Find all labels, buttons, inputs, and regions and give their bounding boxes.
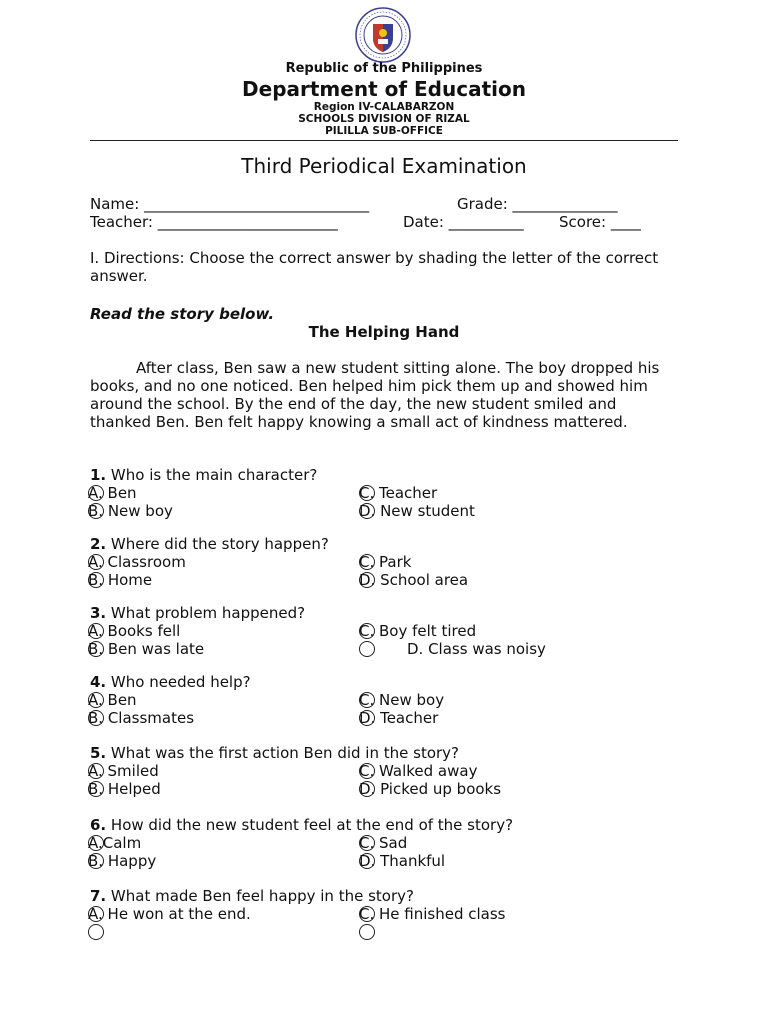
answer-bubble-icon[interactable] bbox=[359, 641, 375, 657]
option-label: B. Ben was late bbox=[88, 640, 205, 658]
option-label: C. Walked away bbox=[359, 762, 478, 780]
grade-field[interactable]: Grade: ______________ bbox=[457, 195, 618, 213]
answer-bubble-icon[interactable] bbox=[88, 924, 104, 940]
question-number: 6. bbox=[90, 816, 107, 834]
question-2 bbox=[90, 535, 329, 553]
option-label: A. Classroom bbox=[88, 553, 186, 571]
question-text: What was the first action Ben did in the story? bbox=[106, 744, 460, 762]
question-7 bbox=[90, 887, 414, 905]
question-1 bbox=[90, 466, 317, 484]
question-5 bbox=[90, 744, 459, 762]
option-label: B. Home bbox=[88, 571, 153, 589]
question-number: 1. bbox=[90, 466, 107, 484]
question-3 bbox=[90, 604, 305, 622]
answer-bubble-icon[interactable] bbox=[359, 924, 375, 940]
question-text: How did the new student feel at the end of the story? bbox=[106, 816, 514, 834]
option-label: C. Teacher bbox=[359, 484, 438, 502]
option-label: A. Ben bbox=[88, 691, 137, 709]
question-text: What made Ben feel happy in the story? bbox=[106, 887, 414, 905]
option-label: A. Smiled bbox=[88, 762, 159, 780]
option-label: C. Boy felt tired bbox=[359, 622, 477, 640]
division-heading: SCHOOLS DIVISION OF RIZAL bbox=[298, 113, 470, 125]
suboffice-heading: PILILLA SUB-OFFICE bbox=[325, 125, 443, 137]
option-label: A. Books fell bbox=[88, 622, 181, 640]
option-label: C. New boy bbox=[359, 691, 445, 709]
option-label: C. Park bbox=[359, 553, 412, 571]
read-story-instruction: Read the story below. bbox=[90, 305, 275, 323]
teacher-field[interactable]: Teacher: ________________________ bbox=[90, 213, 338, 231]
story-passage: After class, Ben saw a new student sitting alone. The boy dropped his books, and no one noticed. Ben helped him pick them up and showed him around the school. By the end of the day, the new student smiled and thanked Ben. Ben felt happy knowing a small act of kindness mattered. bbox=[90, 359, 660, 431]
question-number: 3. bbox=[90, 604, 107, 622]
option-label: B. Happy bbox=[88, 852, 157, 870]
option-label: A. Ben bbox=[88, 484, 137, 502]
name-field[interactable]: Name: ______________________________ bbox=[90, 195, 370, 213]
option-label: C. Sad bbox=[359, 834, 408, 852]
department-heading: Department of Education bbox=[242, 77, 526, 101]
question-4 bbox=[90, 673, 251, 691]
option-label: D. Picked up books bbox=[359, 780, 502, 798]
header-divider bbox=[90, 140, 678, 141]
option-label: A. He won at the end. bbox=[88, 905, 251, 923]
question-text: Where did the story happen? bbox=[106, 535, 329, 553]
deped-seal-icon bbox=[348, 6, 418, 64]
option-label: B. Classmates bbox=[88, 709, 195, 727]
question-text: What problem happened? bbox=[106, 604, 306, 622]
date-field[interactable]: Date: __________ bbox=[403, 213, 524, 231]
story-title: The Helping Hand bbox=[308, 323, 460, 341]
question-number: 7. bbox=[90, 887, 107, 905]
question-number: 2. bbox=[90, 535, 107, 553]
option-label: A.Calm bbox=[88, 834, 142, 852]
option-label: D. New student bbox=[359, 502, 475, 520]
question-text: Who needed help? bbox=[106, 673, 251, 691]
question-number: 4. bbox=[90, 673, 107, 691]
option-label: D. Teacher bbox=[359, 709, 439, 727]
exam-title: Third Periodical Examination bbox=[241, 154, 527, 178]
score-field[interactable]: Score: ____ bbox=[559, 213, 641, 231]
question-6 bbox=[90, 816, 513, 834]
question-text: Who is the main character? bbox=[106, 466, 318, 484]
option-label: D. School area bbox=[359, 571, 469, 589]
option-label: B. Helped bbox=[88, 780, 161, 798]
option-label: C. He finished class bbox=[359, 905, 506, 923]
option-label: B. New boy bbox=[88, 502, 173, 520]
directions: I. Directions: Choose the correct answer by shading the letter of the correct answer. bbox=[90, 249, 659, 285]
region-heading: Region IV-CALABARZON bbox=[313, 101, 455, 113]
question-number: 5. bbox=[90, 744, 107, 762]
option-label: D. Thankful bbox=[359, 852, 446, 870]
republic-heading: Republic of the Philippines bbox=[285, 61, 483, 76]
option-label: D. Class was noisy bbox=[407, 640, 546, 658]
